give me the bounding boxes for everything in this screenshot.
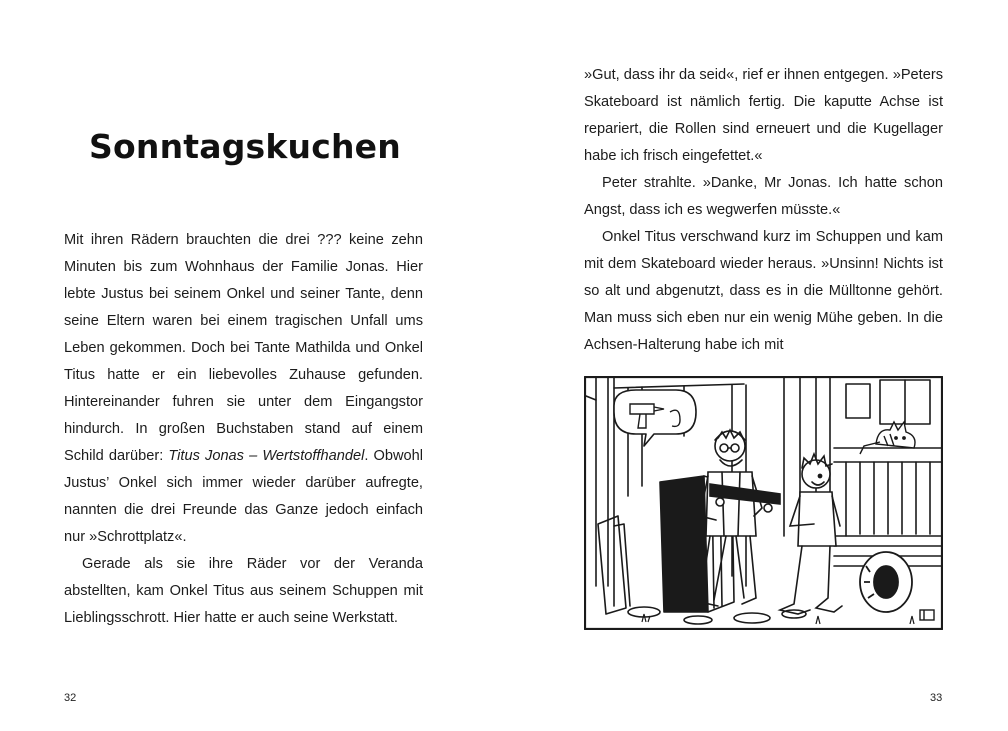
text-line: Gerade als sie ihre Räder vor der Veranda ab: [64, 556, 423, 599]
text-line: kam mit dem Skateboard wieder heraus. »Unsinn!: [584, 229, 943, 272]
text-line: Angst, dass ich es wegwerfen müsste.«: [584, 202, 841, 218]
text-line: »Gut, dass ihr da seid«, rief er ihnen entgegen.: [584, 67, 889, 83]
paragraph: [584, 170, 943, 224]
text-line: Peter strahlte. »Danke, Mr Jonas. Ich hatte schon: [602, 175, 943, 191]
text-line: Eingangstor hindurch. In großen Buchstaben stand: [64, 394, 424, 437]
comic-illustration: [584, 376, 943, 630]
can-icon: [920, 610, 934, 620]
text-line: fall ums Leben gekommen. Doch bei Tante Mathil: [64, 313, 423, 356]
text-line: stellten, kam Onkel Titus aus seinem Schuppen mit: [80, 583, 423, 599]
text-line: Minuten bis zum Wohnhaus der Familie Jonas. Hier: [64, 259, 423, 275]
right-body-text: [584, 62, 943, 359]
text-line: lebte Justus bei seinem Onkel und seiner Tante,: [64, 286, 385, 302]
peter-figure: [780, 454, 842, 614]
page-number: 33: [930, 692, 943, 704]
text-line: auf einem Schild darüber:: [64, 421, 423, 464]
speech-bubble: [614, 390, 696, 446]
paragraph: [64, 227, 423, 551]
text-line: Onkel Titus verschwand kurz im Schuppen und: [602, 229, 911, 245]
text-line: da und Onkel Titus hatte er ein liebevolles Zuhause: [64, 340, 423, 383]
text-line: Nichts ist so alt und abgenutzt, dass es in die: [584, 256, 943, 299]
text-line: »Peters Skateboard ist nämlich fertig. Die kaputte: [584, 67, 943, 110]
chapter-title: Sonntagskuchen: [89, 127, 401, 166]
illustration-svg: [584, 376, 943, 630]
text-line: denn seine Eltern waren bei einem tragischen Un: [64, 286, 423, 329]
text-line: Ganze jedoch einfach nur »Schrottplatz«.: [64, 502, 424, 545]
text-line: . Obwohl Justus’ Onkel sich immer wieder: [64, 448, 424, 491]
text-line: Lieblingsschrott. Hier hatte er auch seine Werkstatt.: [64, 610, 398, 626]
cat-icon: [860, 422, 915, 454]
text-line: darüber aufregte, nannten die drei Freunde das: [64, 475, 423, 518]
text-line: Mülltonne gehört. Man muss sich eben nur ein wenig: [584, 283, 943, 326]
paragraph: [64, 551, 423, 632]
paragraph: [584, 62, 943, 170]
left-body-text: [64, 227, 423, 632]
sign-text-italic: Titus Jonas – Wertstoff: [168, 448, 321, 464]
uncle-titus-figure: [700, 430, 780, 606]
text-line: Mühe geben. In die Achsen-Halterung habe ich mit: [584, 310, 944, 353]
page-number: 32: [64, 692, 77, 704]
paragraph: [584, 224, 943, 359]
text-line: Kugellager habe ich frisch eingefettet.«: [584, 121, 943, 164]
text-line: Mit ihren Rädern brauchten die drei ??? keine zehn: [64, 232, 423, 248]
text-line: gefunden. Hintereinander fuhren sie unter dem: [64, 367, 423, 410]
sign-text-italic: handel: [320, 448, 365, 464]
text-line: Achse ist repariert, die Rollen sind erneuert und die: [584, 94, 943, 137]
tire-icon: [860, 552, 912, 612]
